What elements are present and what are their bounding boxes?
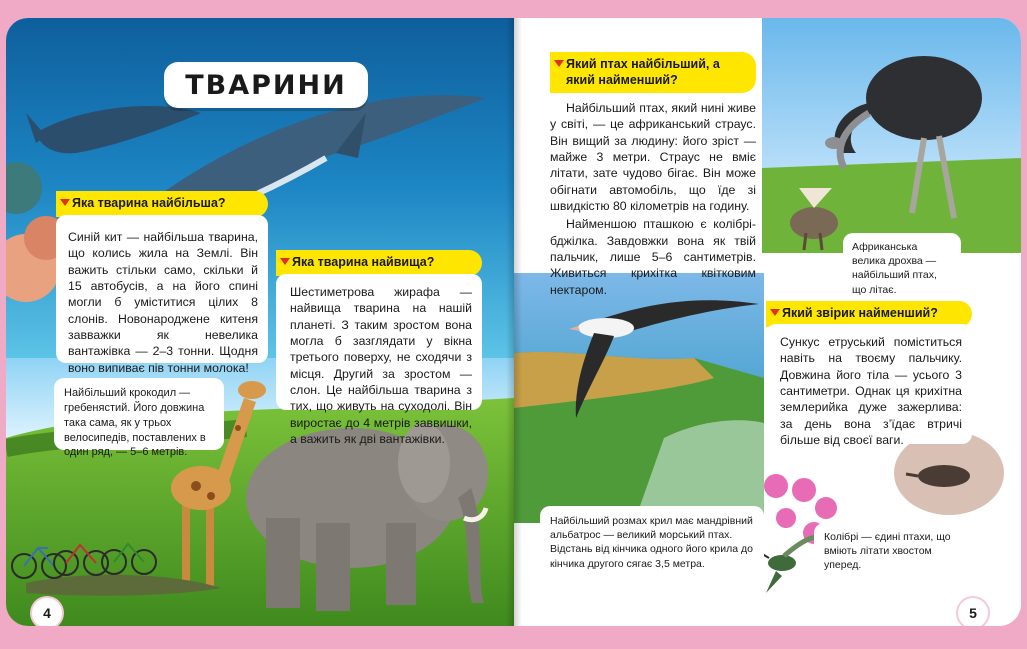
shrew-text: Сункус етруський поміститься навіть на твоєму пальчику. Довжина його тіла — усього 3 сантиметри. Однак ця крихітна землерийка дуже зажерлива: за день вона з’їдає втричі більше від своєї ваги. — [780, 335, 962, 448]
triangle-marker-icon — [554, 60, 564, 67]
triangle-marker-icon — [770, 309, 780, 316]
page-number-right: 5 — [958, 598, 988, 626]
question-largest-animal — [56, 191, 268, 217]
giraffe-text: Шестиметрова жирафа — найвища тварина на нашій планеті. З таким зростом вона могла б зазглядати у вікна третього поверху, не сходячи з місця. Другий за зростом — слон. Це найбільша тварина з тих, що живуть на суходолі. Він виростає до 4 метрів заввишки, а важить як дві вантажівки. — [290, 285, 472, 447]
question-label: Який звірик найменший? — [782, 306, 938, 320]
page-number-left: 4 — [32, 598, 62, 626]
albatross-caption-text: Найбільший розмах крил має мандрівний альбатрос — великий морський птах. Відстань від кінчика одного його крила до кінчика другого сягає 3,5 метра. — [550, 515, 753, 570]
hummingbird-caption-text: Колібрі — єдині птахи, що вміють літати хвостом уперед. — [824, 531, 951, 572]
question-label: Яка тварина найвища? — [292, 255, 435, 269]
triangle-marker-icon — [60, 199, 70, 206]
bustard-caption-text: Африканська велика дрохва — найбільший птах, що літає. — [852, 241, 937, 296]
left-page — [6, 18, 514, 626]
hummingbird-caption — [814, 523, 962, 579]
shrew-text-box — [766, 324, 972, 448]
giraffe-text-box — [276, 274, 482, 447]
blue-whale-text-box — [56, 215, 268, 375]
question-tallest-animal — [276, 250, 482, 276]
hummingbird-bee-paragraph: Найменшою пташкою є колібрі-бджілка. Завдовжки вона як твій пальчик, лише 5–6 сантиметрів. Живиться крихітка квітковим нектаром. — [550, 217, 756, 297]
crocodile-caption — [54, 378, 224, 459]
right-page — [514, 18, 1021, 626]
question-label: Яка тварина найбільша? — [72, 196, 226, 210]
ostrich-paragraph: Найбільший птах, який нині живе у світі, — це африканський страус. Він вищий за людину: його зріст — майже 3 метри. Страус не вміє літати, зате чудово бігає. Він може обігнати автомобіль, що їде зі швидкістю 80 кілометрів на годину. — [550, 101, 756, 214]
question-label: Який птах найбільший, а який найменший? — [566, 57, 720, 87]
ostrich-text — [550, 100, 756, 298]
crocodile-caption-text: Найбільший крокодил — гребенястий. Його довжина така сама, як у трьох велосипедів, поставлених в один ряд, — 5–6 метрів. — [64, 387, 206, 459]
blue-whale-text: Синій кит — найбільша тварина, що колись жила на Землі. Він важить стільки само, скільки й 15 автобусів, а на його спині могли б уміститися цілих 8 слонів. Новонароджене китеня завважки як невелика вантажівка — 2–3 тонни. Щодня воно випиває пів тонни молока! — [68, 230, 258, 375]
question-smallest-animal — [766, 301, 972, 327]
page-title: ТВАРИНИ — [164, 62, 368, 108]
triangle-marker-icon — [280, 258, 290, 265]
bustard-caption — [843, 233, 961, 296]
question-largest-bird — [550, 52, 756, 93]
book-gutter — [506, 18, 522, 626]
albatross-caption — [540, 506, 764, 598]
